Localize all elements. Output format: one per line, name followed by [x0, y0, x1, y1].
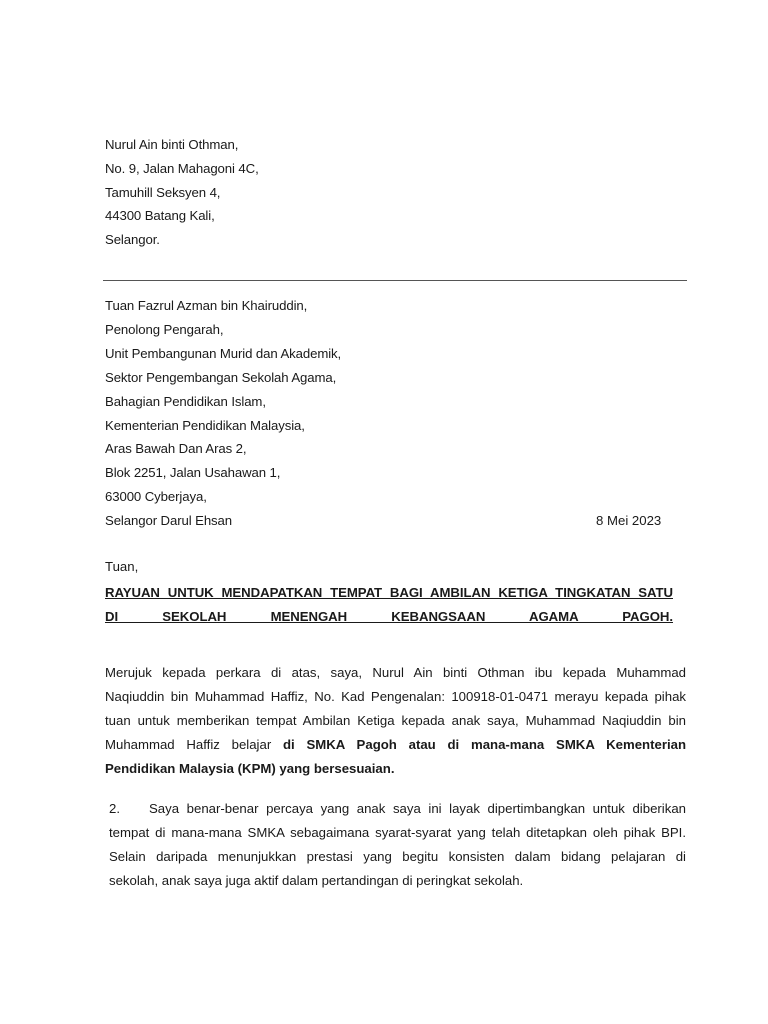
recipient-line: Aras Bawah Dan Aras 2, [105, 441, 247, 456]
recipient-line: Kementerian Pendidikan Malaysia, [105, 418, 305, 433]
recipient-line: Bahagian Pendidikan Islam, [105, 394, 266, 409]
paragraph-line: tuan untuk memberikan tempat Ambilan Ketiga kepada anak saya, Muhammad Naqiuddin bin [105, 713, 686, 728]
recipient-line: Penolong Pengarah, [105, 322, 224, 337]
paragraph-line: Merujuk kepada perkara di atas, saya, Nurul Ain binti Othman ibu kepada Muhammad [105, 665, 686, 680]
sender-line: Nurul Ain binti Othman, [105, 137, 239, 152]
paragraph-bold-text: di SMKA Pagoh atau di mana-mana SMKA Kementerian [282, 737, 687, 752]
sender-line: No. 9, Jalan Mahagoni 4C, [105, 161, 259, 176]
recipient-line: Selangor Darul Ehsan [105, 513, 233, 528]
paragraph-line: Selain daripada menunjukkan prestasi yang begitu konsisten dalam bidang pelajaran di [109, 849, 686, 864]
subject-line-1: RAYUAN UNTUK MENDAPATKAN TEMPAT BAGI AMBILAN KETIGA TINGKATAN SATU [105, 585, 673, 600]
paragraph-line [105, 737, 686, 753]
recipient-line: 63000 Cyberjaya, [105, 489, 207, 504]
paragraph-text: Muhammad Haffiz belajar [105, 737, 272, 752]
recipient-line: Unit Pembangunan Murid dan Akademik, [105, 346, 342, 361]
paragraph-line: sekolah, anak saya juga aktif dalam pertandingan di peringkat sekolah. [109, 873, 524, 888]
paragraph-line: tempat di mana-mana SMKA sebagaimana syarat-syarat yang telah ditetapkan oleh pihak BPI. [109, 825, 686, 840]
paragraph-line [109, 801, 686, 817]
subject-line-2: DI SEKOLAH MENENGAH KEBANGSAAN AGAMA PAGOH. [105, 609, 673, 624]
salutation: Tuan, [105, 559, 139, 574]
sender-line: 44300 Batang Kali, [105, 208, 215, 223]
recipient-line: Tuan Fazrul Azman bin Khairuddin, [105, 298, 308, 313]
divider-line [103, 280, 687, 281]
recipient-line: Blok 2251, Jalan Usahawan 1, [105, 465, 281, 480]
sender-line: Selangor. [105, 232, 160, 247]
sender-line: Tamuhill Seksyen 4, [105, 185, 221, 200]
letter-date: 8 Mei 2023 [596, 513, 662, 528]
paragraph-number: 2. [109, 801, 120, 816]
paragraph-text: Saya benar-benar percaya yang anak saya ini layak dipertimbangkan untuk diberikan [149, 801, 686, 816]
paragraph-bold-line: Pendidikan Malaysia (KPM) yang bersesuaian. [105, 761, 395, 776]
paragraph-line: Naqiuddin bin Muhammad Haffiz, No. Kad Pengenalan: 100918-01-0471 merayu kepada pihak [105, 689, 686, 704]
recipient-line: Sektor Pengembangan Sekolah Agama, [105, 370, 337, 385]
